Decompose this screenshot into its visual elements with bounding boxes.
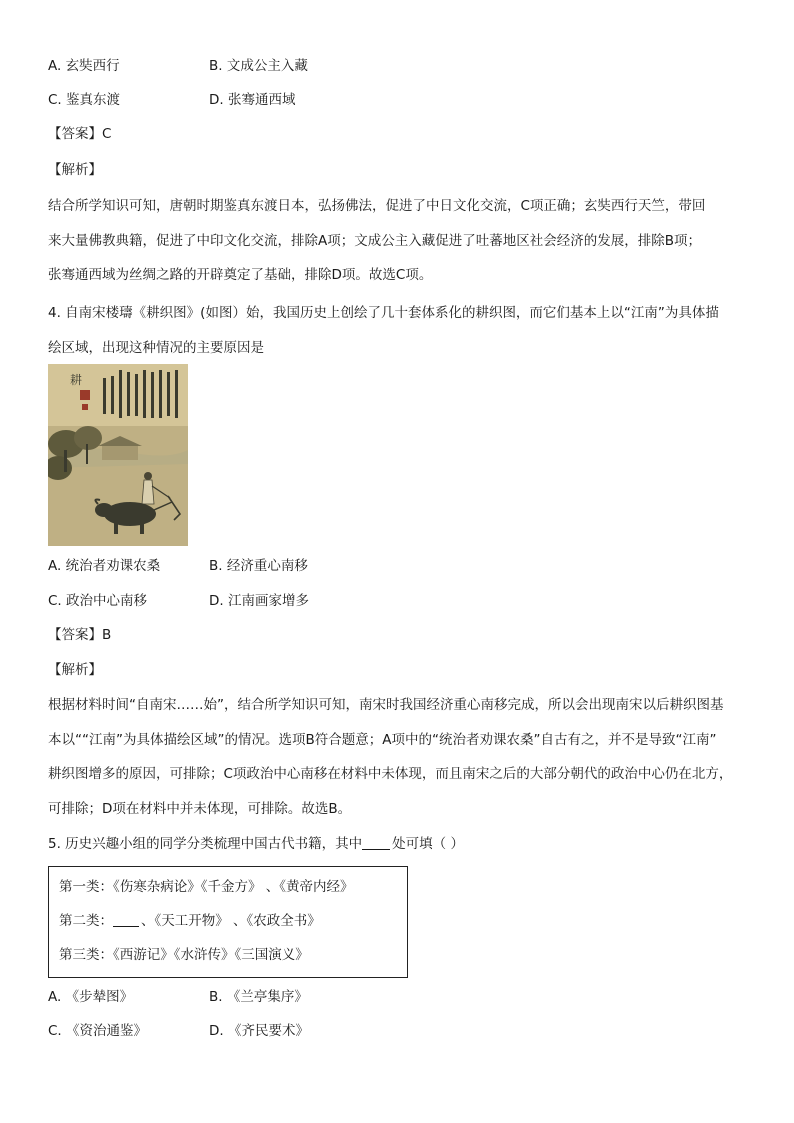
q5-options-row-1 — [48, 987, 748, 1007]
q5-stem-blank — [362, 835, 390, 850]
box-line-1: 第一类：《伤寒杂病论》《千金方》 、《黄帝内经》 — [59, 879, 354, 895]
q4-option-d: D. 江南画家增多 — [209, 593, 309, 609]
red-seal-stamp — [80, 390, 90, 400]
box-line-2-pre: 第二类： — [59, 913, 113, 929]
q3-options-row-1 — [48, 56, 748, 76]
q3-option-b: B. 文成公主入藏 — [209, 58, 308, 74]
box-line-3: 第三类：《西游记》《水浒传》《三国演义》 — [59, 947, 309, 963]
q4-analysis-line-2: 本以““江南”为具体描绘区域”的情况。选项B符合题意；A项中的“统治者劝课农桑”自古有之，并不是导致“江南” — [48, 731, 717, 748]
gengzhitu-painting — [48, 364, 188, 546]
q4-answer: 【答案】B — [48, 627, 112, 643]
q5-stem-pre: 5. 历史兴趣小组的同学分类梳理中国古代书籍，其中 — [48, 836, 363, 852]
q3-analysis-line-3: 张骞通西域为丝绸之路的开辟奠定了基础，排除D项。故选C项。 — [48, 267, 433, 283]
seal-character: 耕 — [70, 373, 83, 387]
q4-option-b: B. 经济重心南移 — [209, 558, 308, 574]
q4-stem — [48, 296, 748, 365]
q4-options-row-2 — [48, 591, 748, 611]
q3-analysis-line-2: 来大量佛教典籍，促进了中印文化交流，排除A项；文成公主入藏促进了吐蕃地区社会经济的发展，排除B项； — [48, 232, 701, 249]
q5-option-a: A. 《步辇图》 — [48, 989, 134, 1005]
q3-option-d: D. 张骞通西域 — [209, 92, 296, 108]
red-seal-stamp-small — [82, 404, 88, 410]
box-line-2-post: 、《天工开物》 、《农政全书》 — [141, 913, 321, 929]
q3-answer: 【答案】C — [48, 126, 112, 142]
book-classification-box — [48, 866, 408, 978]
q5-stem — [48, 834, 464, 854]
q4-analysis-title: 【解析】 — [48, 662, 102, 678]
box-line-2-blank — [113, 912, 139, 927]
q4-analysis-line-3: 耕织图增多的原因，可排除；C项政治中心南移在材料中未体现，而且南宋之后的大部分朝代的政治中心仍在北方， — [48, 766, 733, 782]
q5-option-d: D. 《齐民要术》 — [209, 1023, 309, 1039]
q5-option-b: B. 《兰亭集序》 — [209, 989, 308, 1005]
q3-analysis — [48, 189, 748, 293]
q3-option-a: A. 玄奘西行 — [48, 58, 120, 74]
box-line-2 — [59, 911, 321, 931]
q3-analysis-title: 【解析】 — [48, 162, 102, 178]
q3-option-c: C. 鉴真东渡 — [48, 92, 121, 108]
q4-stem-line-1: 4. 自南宋楼璹《耕织图》(如图）始，我国历史上创绘了几十套体系化的耕织图，而它们基本上以“江南”为具体描 — [48, 305, 719, 321]
q3-options-row-2 — [48, 90, 748, 110]
q5-option-c: C. 《资治通鉴》 — [48, 1023, 148, 1039]
q4-options-row-1 — [48, 556, 748, 576]
q4-option-c: C. 政治中心南移 — [48, 593, 148, 609]
q4-analysis-line-4: 可排除；D项在材料中并未体现，可排除。故选B。 — [48, 800, 352, 817]
q4-analysis-line-1: 根据材料时间“自南宋……始”，结合所学知识可知，南宋时我国经济重心南移完成，所以会出现南宋以后耕织图基 — [48, 697, 724, 713]
q3-analysis-line-1: 结合所学知识可知，唐朝时期鉴真东渡日本，弘扬佛法，促进了中日文化交流，C项正确；玄奘西行天竺，带回 — [48, 198, 706, 214]
q4-stem-line-2: 绘区域，出现这种情况的主要原因是 — [48, 339, 264, 356]
painting-svg — [48, 364, 188, 546]
q5-options-row-2 — [48, 1021, 748, 1041]
q4-option-a: A. 统治者劝课农桑 — [48, 558, 161, 574]
q4-analysis — [48, 688, 748, 826]
q5-stem-post: 处可填（ ） — [392, 836, 464, 852]
